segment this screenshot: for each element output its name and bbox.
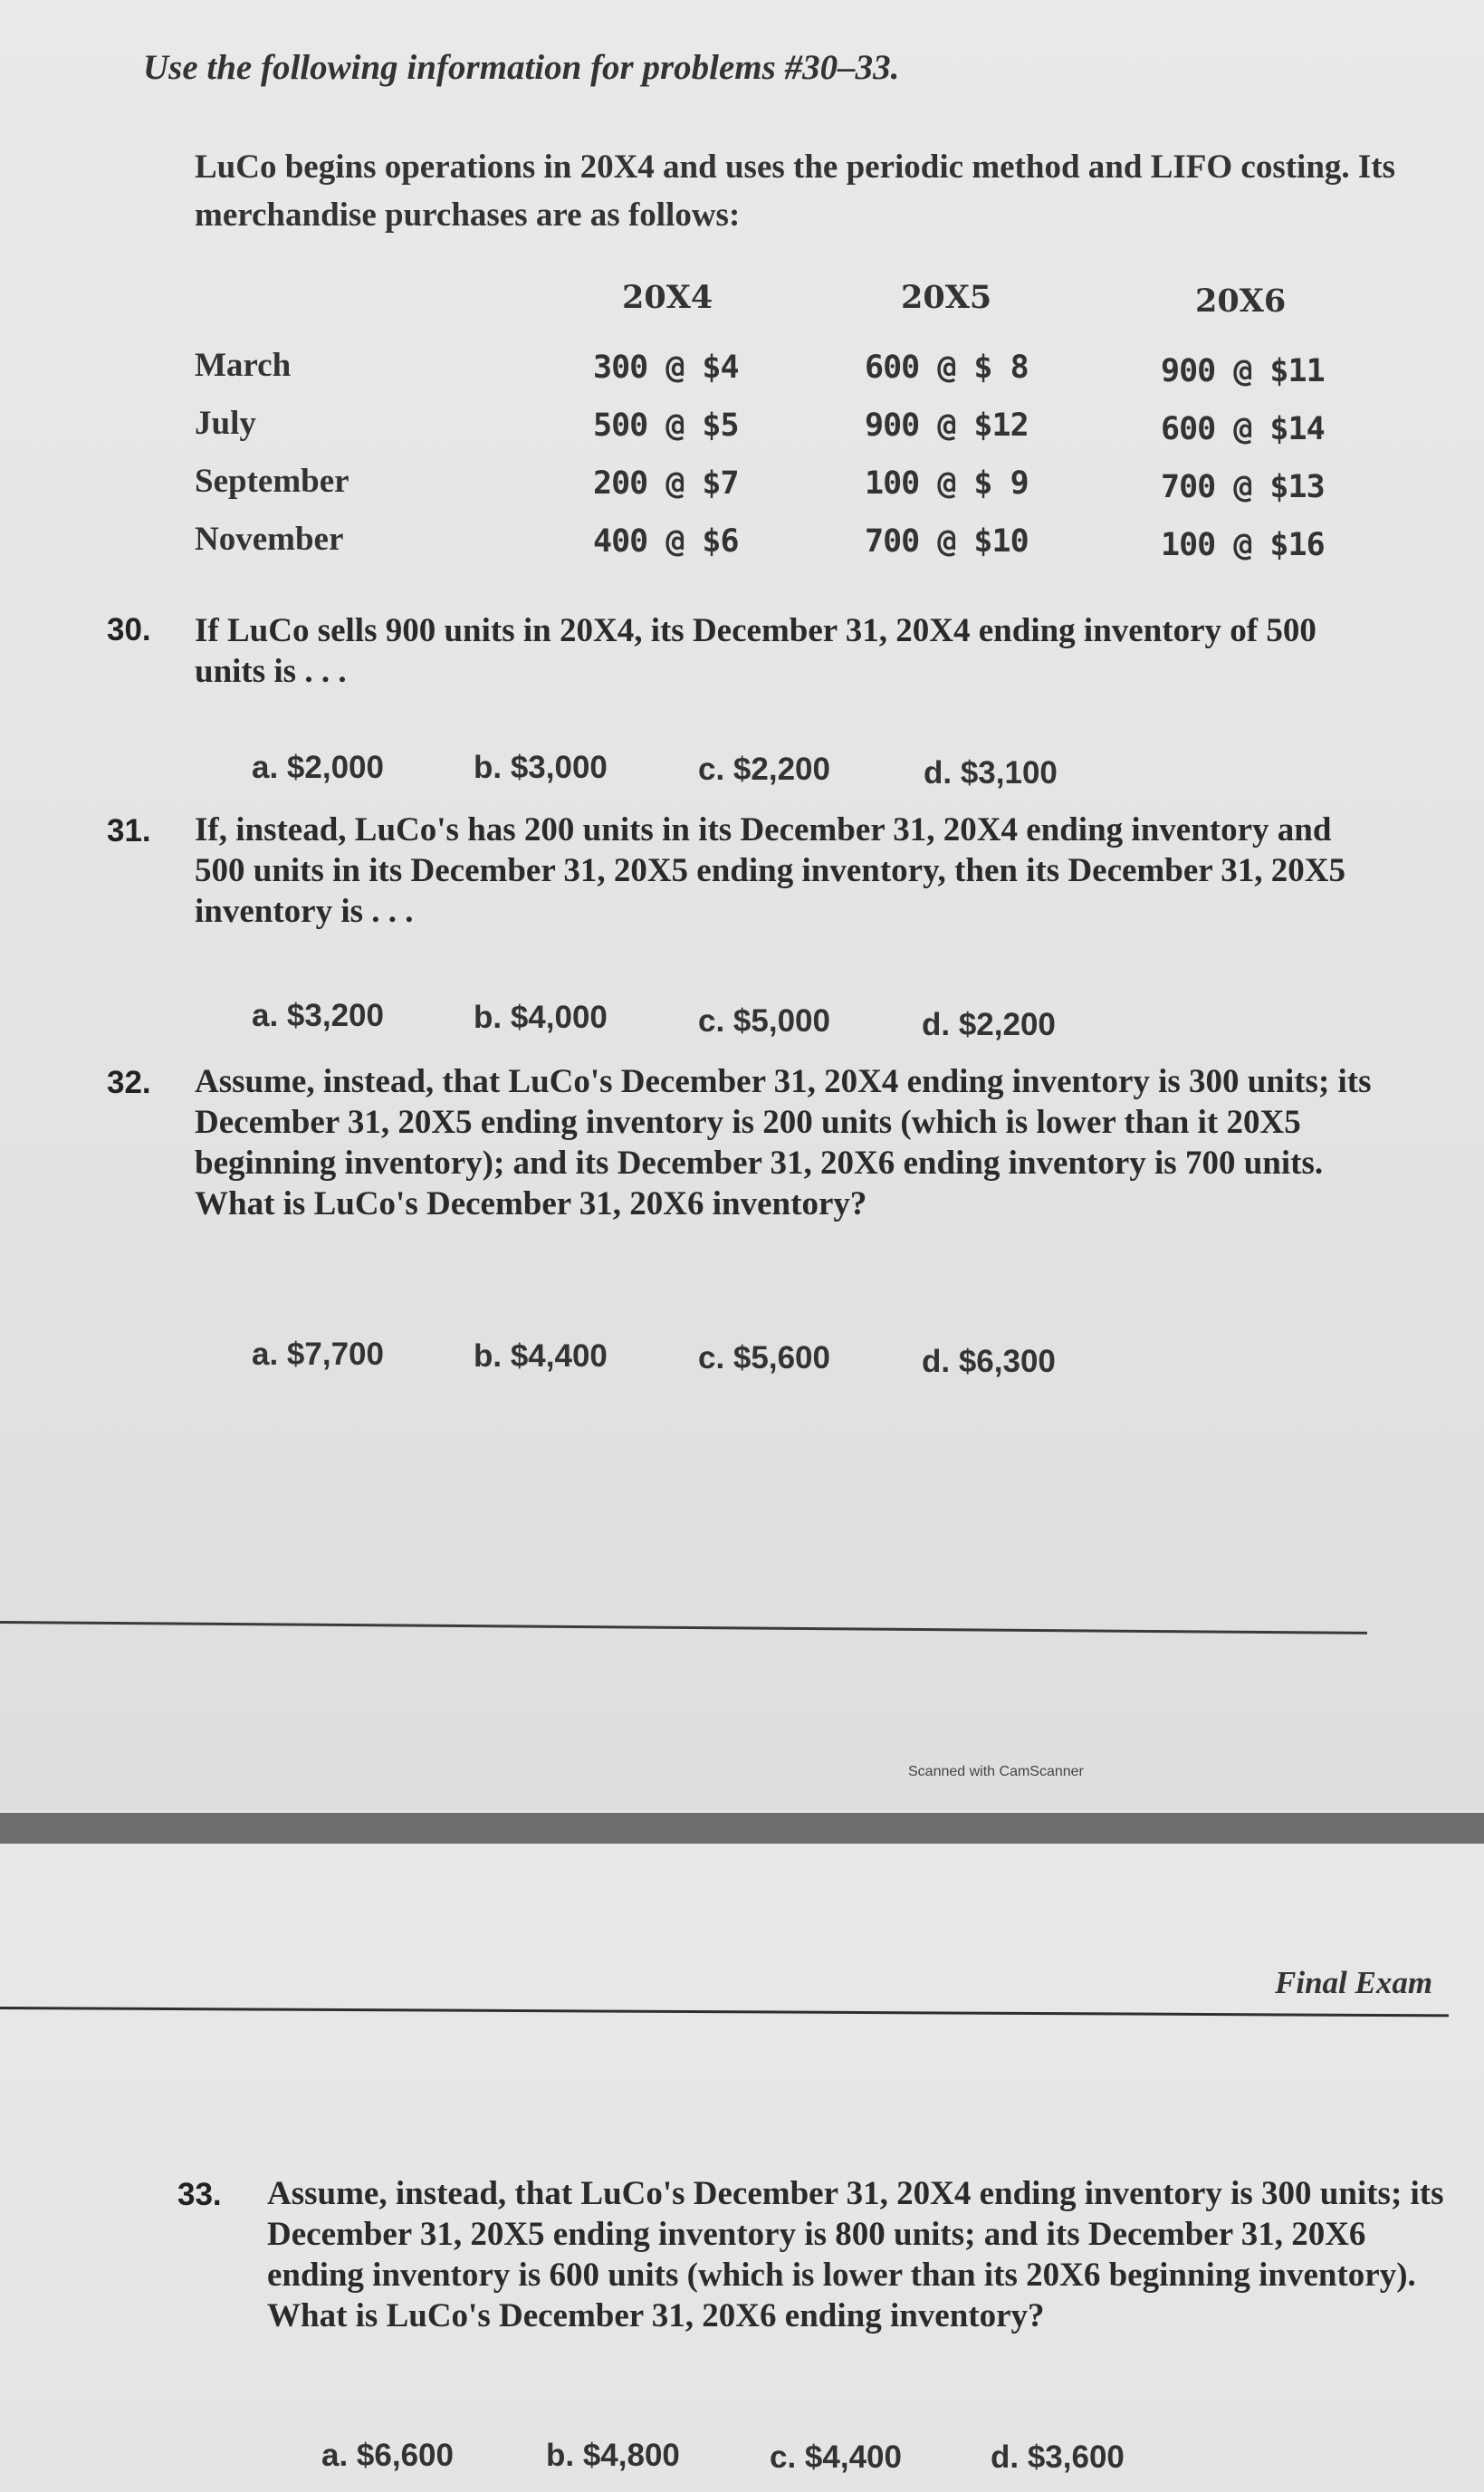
question-31-number: 31. [107,813,151,848]
intro-paragraph: LuCo begins operations in 20X4 and uses the periodic method and LIFO costing. Its merchandise purchases are as follows: [195,149,1396,234]
question-33-number: 33. [177,2177,222,2212]
row-label-november: November [195,521,344,558]
row-label-march: March [195,347,292,384]
row-label-september: September [195,463,349,500]
column-header-20x4: 20X4 [622,279,713,316]
question-30-text: If LuCo sells 900 units in 20X4, its December 31, 20X4 ending inventory of 500 units is . . . [195,612,1316,690]
question-33-option-a: a. $6,600 [321,2438,454,2473]
question-32-option-c: c. $5,600 [698,1340,830,1375]
question-31-text: If, instead, LuCo's has 200 units in its December 31, 20X4 ending inventory and 500 units in its December 31, 20X5 ending inventory, then its December 31, 20X5 inventory is . . . [195,811,1345,930]
page-gap-band [0,1813,1484,1844]
question-31-option-d: d. $2,200 [922,1007,1056,1042]
question-30-option-a: a. $2,000 [252,750,384,785]
question-33-option-d: d. $3,600 [991,2439,1125,2475]
cell-september-20x5: 100 @ $ 9 [865,465,1029,502]
cell-march-20x4: 300 @ $4 [593,350,739,386]
cell-november-20x4: 400 @ $6 [593,523,739,560]
cell-july-20x5: 900 @ $12 [865,407,1029,444]
cell-march-20x5: 600 @ $ 8 [865,350,1029,386]
question-32-option-a: a. $7,700 [252,1337,384,1372]
column-header-20x6: 20X6 [1195,283,1287,320]
question-32-text: Assume, instead, that LuCo's December 31, 20X4 ending inventory is 300 units; its December 31, 20X5 ending inventory is 200 units (which is lower than it 20X5 beginning inventory); and its December 31, 20X6 ending inventory is 700 units. What is LuCo's December 31, 20X6 inventory? [195,1063,1372,1222]
question-33-option-b: b. $4,800 [546,2438,680,2473]
column-header-20x5: 20X5 [901,279,992,316]
page-header-title: Final Exam [1275,1965,1433,2000]
cell-november-20x6: 100 @ $16 [1161,527,1325,563]
question-32-number: 32. [107,1065,151,1100]
cell-september-20x6: 700 @ $13 [1161,469,1325,505]
question-32-option-d: d. $6,300 [922,1344,1056,1379]
cell-november-20x5: 700 @ $10 [865,523,1029,560]
cell-july-20x6: 600 @ $14 [1161,411,1325,447]
cell-march-20x6: 900 @ $11 [1161,353,1325,389]
scanner-watermark: Scanned with CamScanner [908,1764,1084,1779]
question-31-option-a: a. $3,200 [252,998,384,1033]
question-31-option-c: c. $5,000 [698,1003,830,1039]
question-33-text: Assume, instead, that LuCo's December 31, 20X4 ending inventory is 300 units; its December 31, 20X5 ending inventory is 800 units; and its December 31, 20X6 ending inventory is 600 units (which is lower than its 20X6 beginning inventory). What is LuCo's December 31, 20X6 ending inventory? [267,2175,1444,2334]
question-30-number: 30. [107,612,151,647]
lower-page [0,1844,1484,2492]
cell-july-20x4: 500 @ $5 [593,407,739,444]
question-31-option-b: b. $4,000 [474,1000,608,1035]
question-30-option-d: d. $3,100 [924,755,1058,791]
problem-set-heading: Use the following information for problems #30–33. [143,48,900,87]
question-30-option-b: b. $3,000 [474,750,608,785]
question-30-option-c: c. $2,200 [698,752,830,787]
question-32-option-b: b. $4,400 [474,1338,608,1374]
row-label-july: July [195,405,256,442]
cell-september-20x4: 200 @ $7 [593,465,739,502]
question-33-option-c: c. $4,400 [770,2439,902,2475]
